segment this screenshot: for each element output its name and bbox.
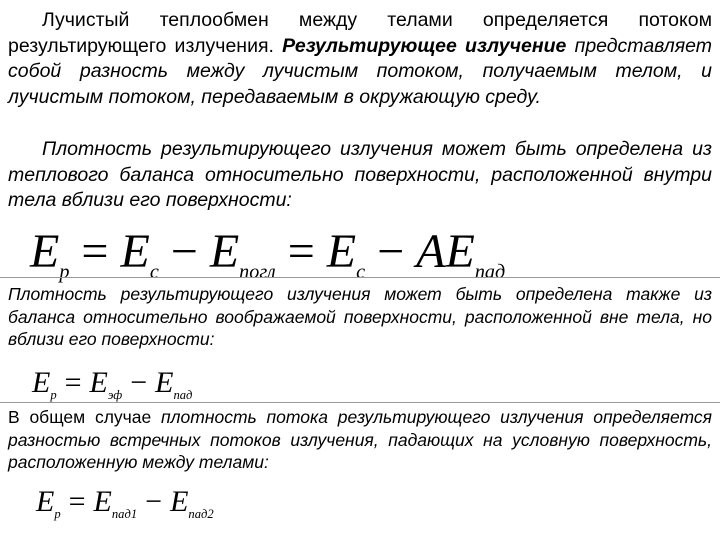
paragraph-4-text-a: В общем случае — [8, 407, 162, 427]
term-flux-density: плотность потока результирующего излучения — [161, 407, 584, 427]
divider — [0, 277, 720, 278]
paragraph-density-inside: Плотность результирующего излучения может быть определена из теплового баланса относительно поверхности, расположенной внутри тела вблизи его поверхности: — [8, 138, 712, 211]
divider — [0, 402, 720, 403]
paragraph-density-outside: Плотность результирующего излучения может быть определена также из баланса относительно воображаемой поверхности, расположенной вне тела, но вблизи его поверхности: — [8, 284, 712, 349]
formula-resulting-radiation-inside: $E_р = E_с - E_{погл} = E_с - AE_{пад}$ — [30, 225, 506, 284]
paragraph-general-case — [8, 406, 712, 474]
paragraph-1-text-a: Лучистый теплообмен между телами определяется потоком результирующего излучения. — [8, 9, 712, 57]
formula-resulting-radiation-outside: $E_р = E_{эф} - E_{пад}$ — [32, 366, 193, 402]
formula-resulting-radiation-between-bodies: $E_р = E_{пад1} - E_{пад2}$ — [36, 485, 214, 521]
paragraph-4-text-b: определяется разностью встречных потоков излучения, падающих на условную поверхность, расположенную между телами: — [8, 407, 712, 472]
paragraph-radiative-exchange — [8, 8, 712, 110]
term-resulting-radiation: Результирующее излучение — [282, 34, 567, 57]
paragraph-1-text-b: представляет собой разность между лучистым потоком, получаемым телом, и лучистым потоком, передаваемым в окружающую среду. — [8, 34, 712, 108]
